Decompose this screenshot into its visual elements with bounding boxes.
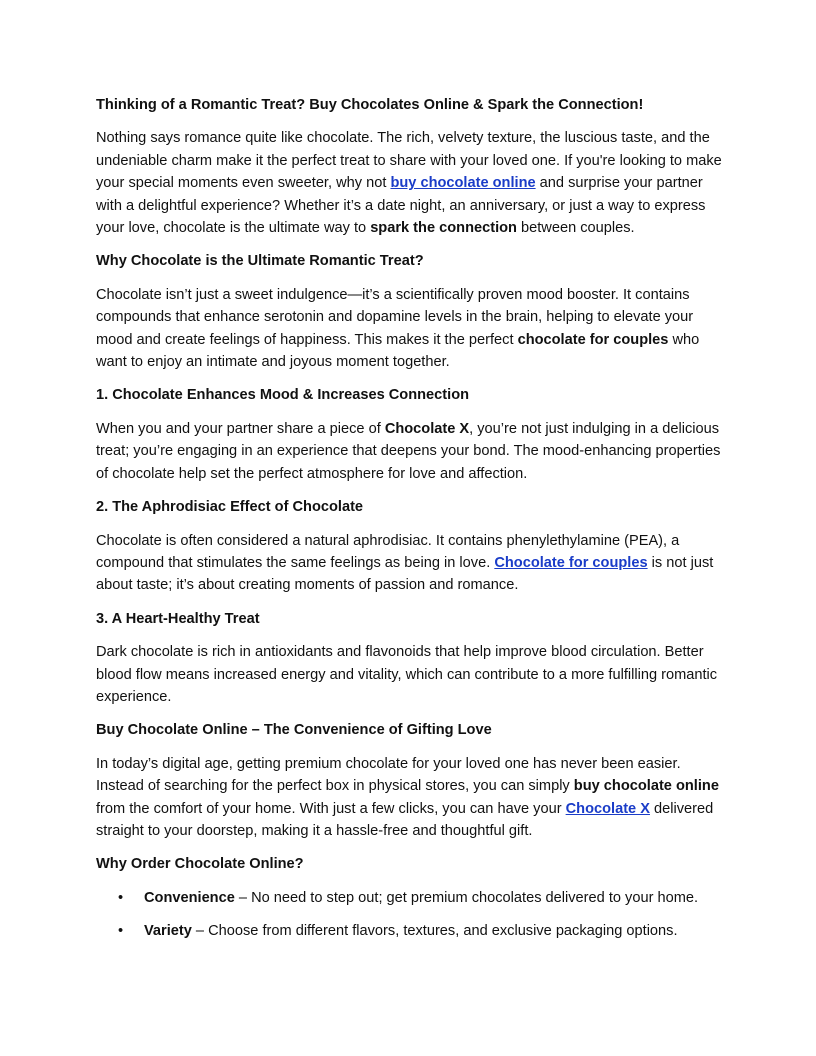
heading-why-order: Why Order Chocolate Online?	[96, 856, 304, 873]
chocolate-x-link[interactable]: Chocolate X	[565, 800, 650, 817]
document-title: Thinking of a Romantic Treat? Buy Chocolates Online & Spark the Connection!	[96, 97, 644, 113]
s1-text-2: , you’re not just indulging in a delicious treat; you’re engaging in an experience that deepens your bond. The mood-enhancing properties of chocolate help set the perfect atmosphere for love and affection.	[96, 420, 721, 482]
list-item	[96, 920, 724, 942]
buy-chocolate-online-link[interactable]: buy chocolate online	[390, 175, 536, 192]
chocolate-for-couples-link[interactable]: Chocolate for couples	[494, 554, 648, 571]
heading-section-3: 3. A Heart-Healthy Treat	[96, 610, 260, 627]
buy-text-1: In today’s digital age, getting premium chocolate for your loved one has never been easier. Instead of searching for the perfect box in physical stores, you can simply	[96, 755, 681, 795]
buy-text-2: from the comfort of your home. With just a few clicks, you can have your	[96, 800, 566, 817]
intro-paragraph	[96, 127, 724, 239]
s2-text-2: is not just about taste; it’s about creating moments of passion and romance.	[96, 554, 714, 594]
list-item-text: – No need to step out; get premium chocolates delivered to your home.	[234, 889, 699, 906]
document-page	[96, 94, 724, 954]
buy-text-3: delivered straight to your doorstep, making it a hassle-free and thoughtful gift.	[96, 800, 714, 839]
heading-buy-online: Buy Chocolate Online – The Convenience of Gifting Love	[96, 722, 492, 739]
intro-text-3: between couples.	[516, 220, 635, 237]
list-item-bold: Variety	[144, 923, 192, 940]
list-item-bold: Convenience	[144, 889, 235, 906]
why-text-2: who want to enjoy an intimate and joyous moment together.	[96, 331, 700, 371]
list-item-text: – Choose from different flavors, textures, and exclusive packaging options.	[191, 923, 678, 940]
heading-section-1: 1. Chocolate Enhances Mood & Increases Connection	[96, 387, 470, 404]
heading-section-2: 2. The Aphrodisiac Effect of Chocolate	[96, 499, 364, 516]
bullet-icon: •	[118, 889, 124, 906]
why-paragraph	[96, 284, 724, 374]
why-text-1: Chocolate isn’t just a sweet indulgence—it’s a scientifically proven mood booster. It contains compounds that enhance serotonin and dopamine levels in the brain, helping to elevate your mood and create feelings of happiness. This makes it the perfect	[96, 286, 694, 348]
intro-bold: spark the connection	[370, 220, 517, 237]
order-reasons-list	[96, 887, 724, 943]
buy-bold: buy chocolate online	[573, 778, 719, 795]
section-1-paragraph	[96, 418, 724, 485]
why-bold: chocolate for couples	[517, 331, 669, 348]
list-item	[96, 887, 724, 909]
intro-text-2: and surprise your partner with a delightful experience? Whether it’s a date night, an anniversary, or just a way to express your love, chocolate is the ultimate way to	[96, 175, 706, 237]
buy-paragraph	[96, 753, 724, 843]
section-3-paragraph: Dark chocolate is rich in antioxidants and flavonoids that help improve blood circulation. Better blood flow means increased energy and vitality, which can contribute to a more fulfilling romantic experience.	[96, 644, 718, 705]
section-2-paragraph	[96, 530, 724, 597]
s1-bold: Chocolate X	[384, 420, 470, 437]
s2-text-1: Chocolate is often considered a natural aphrodisiac. It contains phenylethylamine (PEA), a compound that stimulates the same feelings as being in love.	[96, 532, 680, 571]
bullet-icon: •	[118, 923, 124, 940]
intro-text-1: Nothing says romance quite like chocolate. The rich, velvety texture, the luscious taste, and the undeniable charm make it the perfect treat to share with your loved one. If you're looking to make your special moments even sweeter, why not	[96, 130, 722, 192]
heading-why-chocolate: Why Chocolate is the Ultimate Romantic Treat?	[96, 253, 424, 270]
s1-text-1: When you and your partner share a piece of	[96, 420, 385, 437]
